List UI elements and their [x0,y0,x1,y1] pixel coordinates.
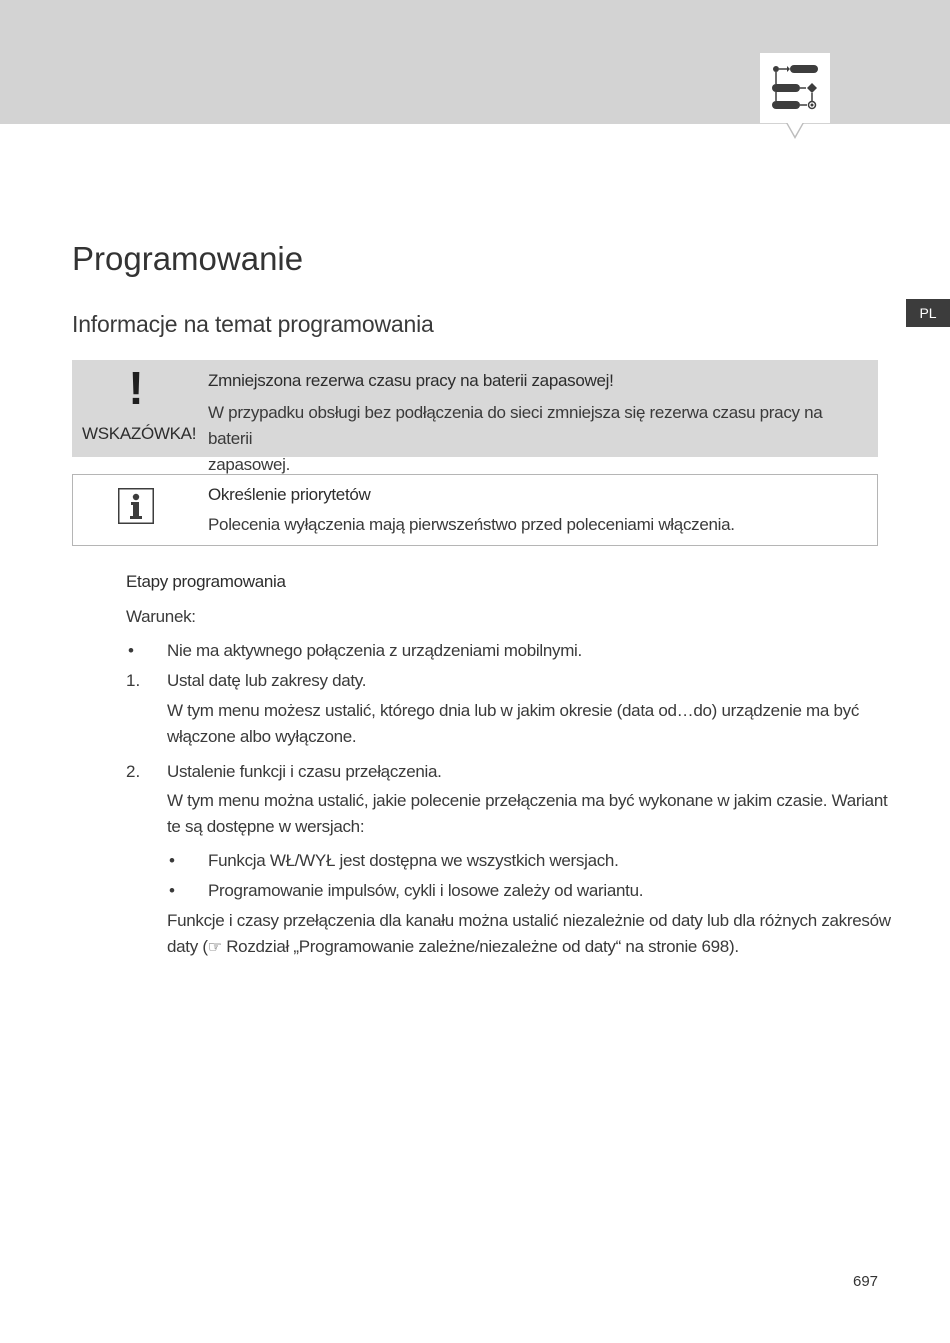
pointing-hand-icon: ☞ [207,937,222,956]
sub-item-1: Funkcja WŁ/WYŁ jest dostępna we wszystkich wersjach. [208,851,619,870]
steps-heading: Etapy programowania [126,572,286,591]
condition-text: Nie ma aktywnego połączenia z urządzeniami mobilnymi. [167,641,582,660]
step-number: 2. [126,762,141,781]
condition-label: Warunek: [126,607,196,626]
closing-text-prefix: daty ( [167,937,208,956]
warning-text-line-2: zapasowej. [208,455,291,474]
page-number: 697 [853,1273,879,1290]
language-tab[interactable]: PL [906,299,950,327]
info-text: Polecenia wyłączenia mają pierwszeństwo przed poleceniami włączenia. [208,515,735,534]
warning-label: WSKAZÓWKA! [82,424,197,443]
step-1-text-line-1: W tym menu możesz ustalić, którego dnia lub w jakim okresie (data od…do) urządzenie ma być [167,701,860,720]
bullet-marker: • [169,881,175,900]
step-2-text-line-1: W tym menu można ustalić, jakie polecenie przełączenia ma być wykonane w jakim czasie. Wariant [167,791,888,810]
step-2-text-line-2: te są dostępne w wersjach: [167,817,365,836]
page-title: Programowanie [72,240,304,277]
chapter-reference-link[interactable]: Rozdział „Programowanie zależne/niezależne od daty“ na stronie 698). [221,937,739,956]
programming-flow-icon [760,53,830,123]
step-2-title: Ustalenie funkcji i czasu przełączenia. [167,762,442,781]
icon-card-pointer [786,123,804,139]
warning-text-line-1: W przypadku obsługi bez podłączenia do sieci zmniejsza się rezerwa czasu pracy na baterii [208,403,823,448]
step-number: 1. [126,671,141,690]
warning-text [208,400,868,478]
step-1-text-line-2: włączone albo wyłączone. [167,727,357,746]
step-1-title: Ustal datę lub zakresy daty. [167,671,367,690]
bullet-marker: • [128,641,134,660]
sub-item-2: Programowanie impulsów, cykli i losowe zależy od wariantu. [208,881,644,900]
info-box [72,474,878,546]
info-title: Określenie priorytetów [208,485,371,504]
section-title: Informacje na temat programowania [72,311,434,337]
info-icon [118,488,154,529]
warning-title: Zmniejszona rezerwa czasu pracy na baterii zapasowej! [208,371,614,390]
exclamation-icon: ! [128,362,144,414]
closing-text-line-2 [167,934,739,960]
bullet-marker: • [169,851,175,870]
closing-text-line-1: Funkcje i czasy przełączenia dla kanału można ustalić niezależnie od daty lub dla różnych zakresów [167,911,891,930]
